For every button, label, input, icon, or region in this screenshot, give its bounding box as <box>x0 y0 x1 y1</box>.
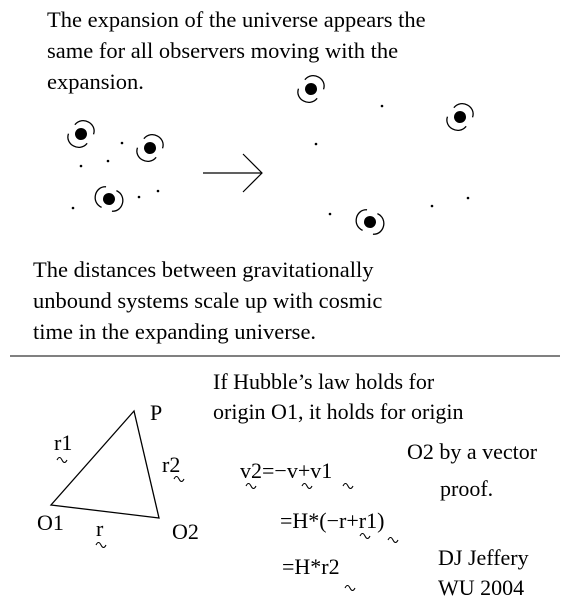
vertex-o2-label: O2 <box>172 519 199 544</box>
scaling-line-3: time in the expanding universe. <box>33 319 317 345</box>
galaxy-right-2 <box>443 99 476 134</box>
vector-triangle <box>51 411 159 518</box>
proof-intro-line-1: If Hubble’s law holds for <box>213 369 435 394</box>
equation-3: =H*r2 <box>282 554 340 579</box>
vector-tilde-marks <box>57 458 398 591</box>
scaling-line-1: The distances between gravitationally <box>33 257 374 282</box>
side-r2-label: r2 <box>162 452 181 477</box>
credit-author: DJ Jeffery <box>438 545 529 570</box>
galaxy-left-3 <box>93 185 126 214</box>
equation-2: =H*(−r+r1) <box>280 508 385 533</box>
arrow-icon <box>203 154 262 192</box>
galaxy-left-1 <box>64 116 97 151</box>
intro-line-3: expansion. <box>47 69 144 95</box>
proof-intro-line-2: origin O1, it holds for origin <box>213 399 464 425</box>
scaling-line-2: unbound systems scale up with cosmic <box>33 288 383 314</box>
equation-1: v2=−v+v1 <box>240 458 333 483</box>
proof-intro-line-3: O2 by a vector <box>407 439 538 464</box>
intro-line-1: The expansion of the universe appears the <box>47 7 426 32</box>
proof-intro-line-4: proof. <box>440 476 494 501</box>
galaxy-right-3 <box>354 208 387 237</box>
dots-right <box>315 105 470 216</box>
galaxy-right-1 <box>294 71 327 106</box>
credit-affiliation: WU 2004 <box>438 575 525 601</box>
vertex-p-label: P <box>150 400 163 425</box>
side-r-label: r <box>96 516 104 541</box>
intro-line-2: same for all observers moving with the <box>47 38 399 64</box>
vertex-o1-label: O1 <box>37 510 64 535</box>
galaxy-left-2 <box>133 130 166 165</box>
side-r1-label: r1 <box>54 430 73 455</box>
